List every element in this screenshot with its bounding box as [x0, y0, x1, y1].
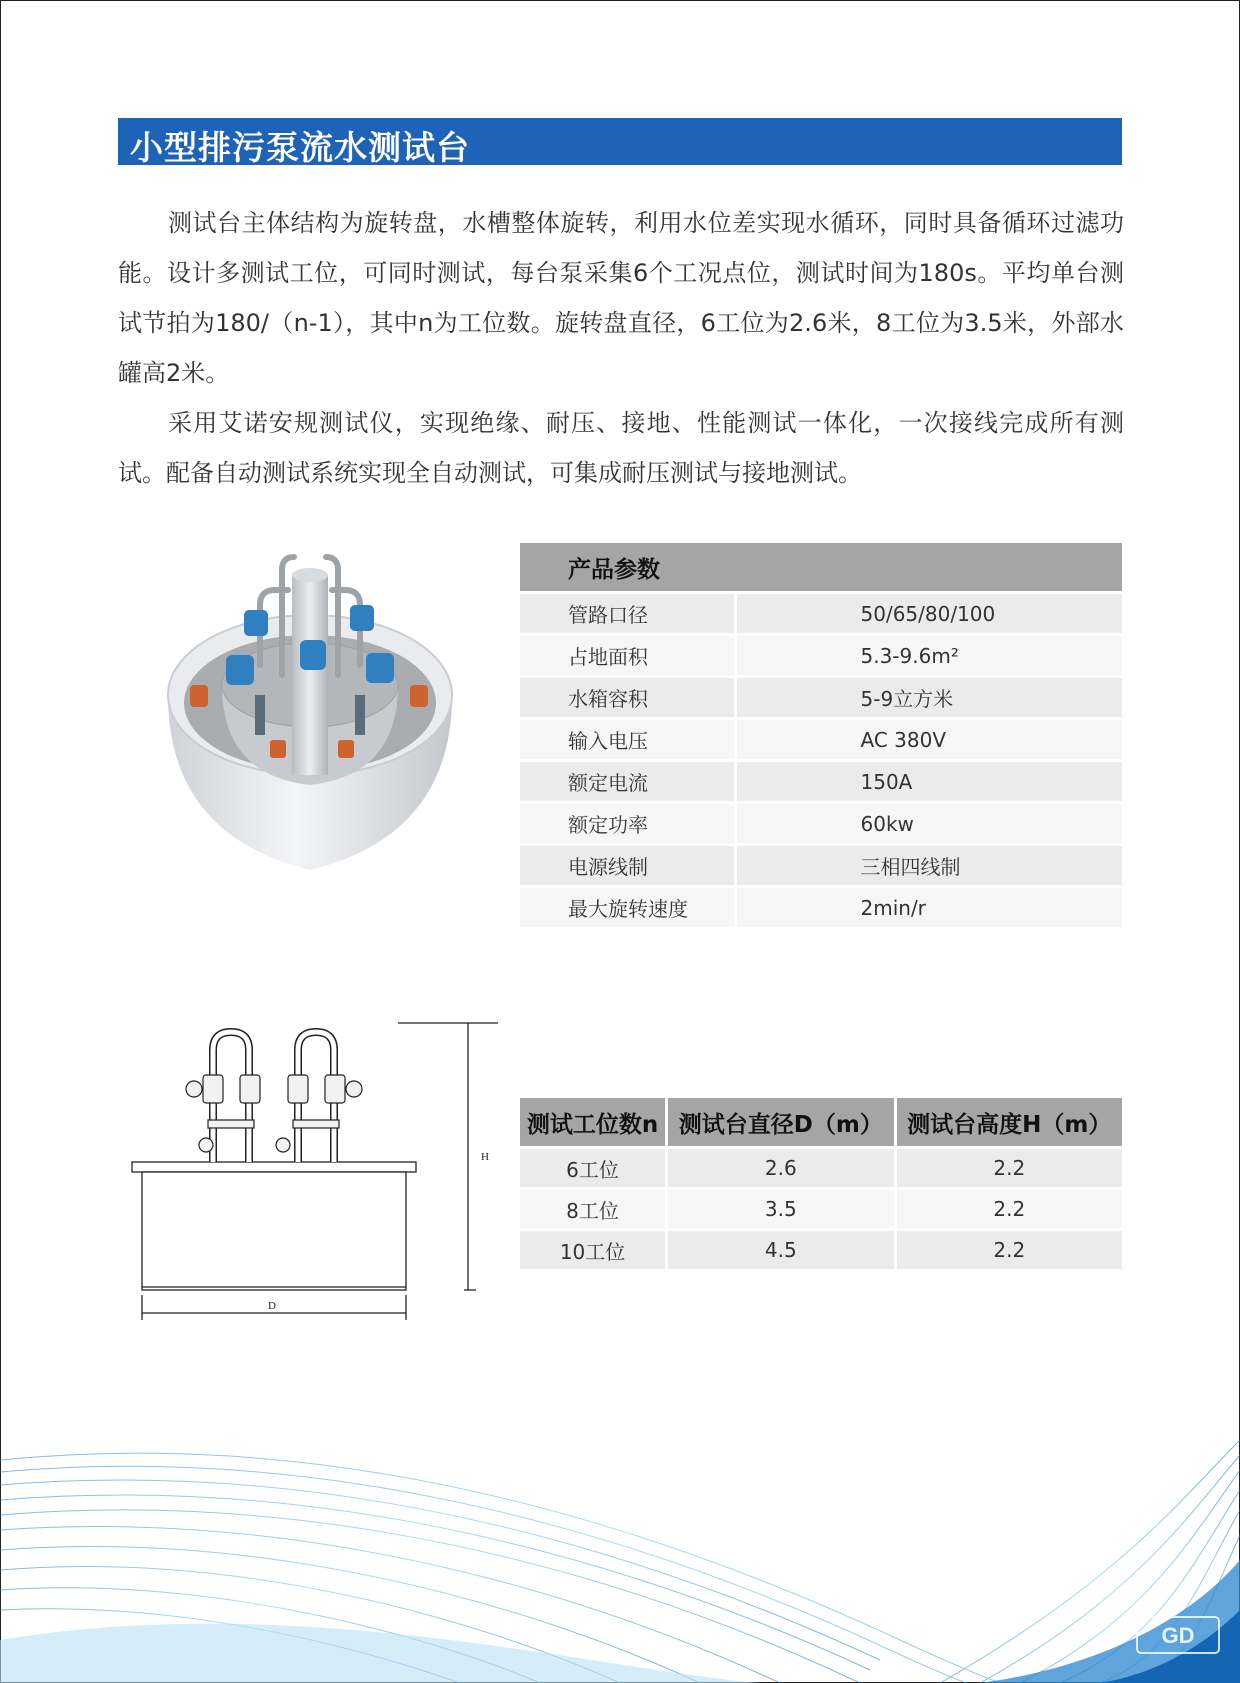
product-params-table: [520, 543, 1122, 927]
company-logo: [1136, 1616, 1220, 1654]
station-table: [520, 1098, 1122, 1269]
table-row: 水箱容积 5-9立方米: [520, 677, 1122, 719]
table-row: 额定功率 60kw: [520, 803, 1122, 845]
table-row: 额定电流 150A: [520, 761, 1122, 803]
column-header: 测试台高度H（m）: [895, 1098, 1122, 1148]
product-image: [160, 545, 460, 875]
height-label: H: [481, 1151, 489, 1163]
column-header: 测试台直径D（m）: [667, 1098, 895, 1148]
intro-paragraph-2: 采用艾诺安规测试仪，实现绝缘、耐压、接地、性能测试一体化，一次接线完成所有测试。配备自动测试系统实现全自动测试，可集成耐压测试与接地测试。: [118, 409, 1124, 487]
table-row: 最大旋转速度 2min/r: [520, 887, 1122, 928]
intro-paragraph-1: 测试台主体结构为旋转盘，水槽整体旋转，利用水位差实现水循环，同时具备循环过滤功能。设计多测试工位，可同时测试，每台泵采集6个工况点位，测试时间为180s。平均单台测试节拍为180/（n-1），其中n为工位数。旋转盘直径，6工位为2.6米，8工位为3.5米，外部水罐高2米。: [118, 209, 1124, 387]
technical-drawing: [128, 1020, 508, 1325]
intro-text: [118, 198, 1124, 498]
table-row: 管路口径 50/65/80/100: [520, 593, 1122, 635]
table-row: 6工位 2.6 2.2: [520, 1148, 1122, 1189]
diameter-label: D: [268, 1300, 276, 1312]
table-row: 电源线制 三相四线制: [520, 845, 1122, 887]
logo-text: GD: [1161, 1623, 1195, 1648]
table-row: 8工位 3.5 2.2: [520, 1189, 1122, 1230]
page-title: 小型排污泵流水测试台: [130, 128, 470, 167]
column-header: 测试工位数n: [520, 1098, 667, 1148]
table-row: 输入电压 AC 380V: [520, 719, 1122, 761]
params-header: 产品参数: [520, 543, 1122, 593]
table-row: 占地面积 5.3-9.6m²: [520, 635, 1122, 677]
section-title-bar: [118, 118, 1122, 165]
table-row: 10工位 4.5 2.2: [520, 1230, 1122, 1270]
wave-decoration: [0, 1440, 1240, 1683]
